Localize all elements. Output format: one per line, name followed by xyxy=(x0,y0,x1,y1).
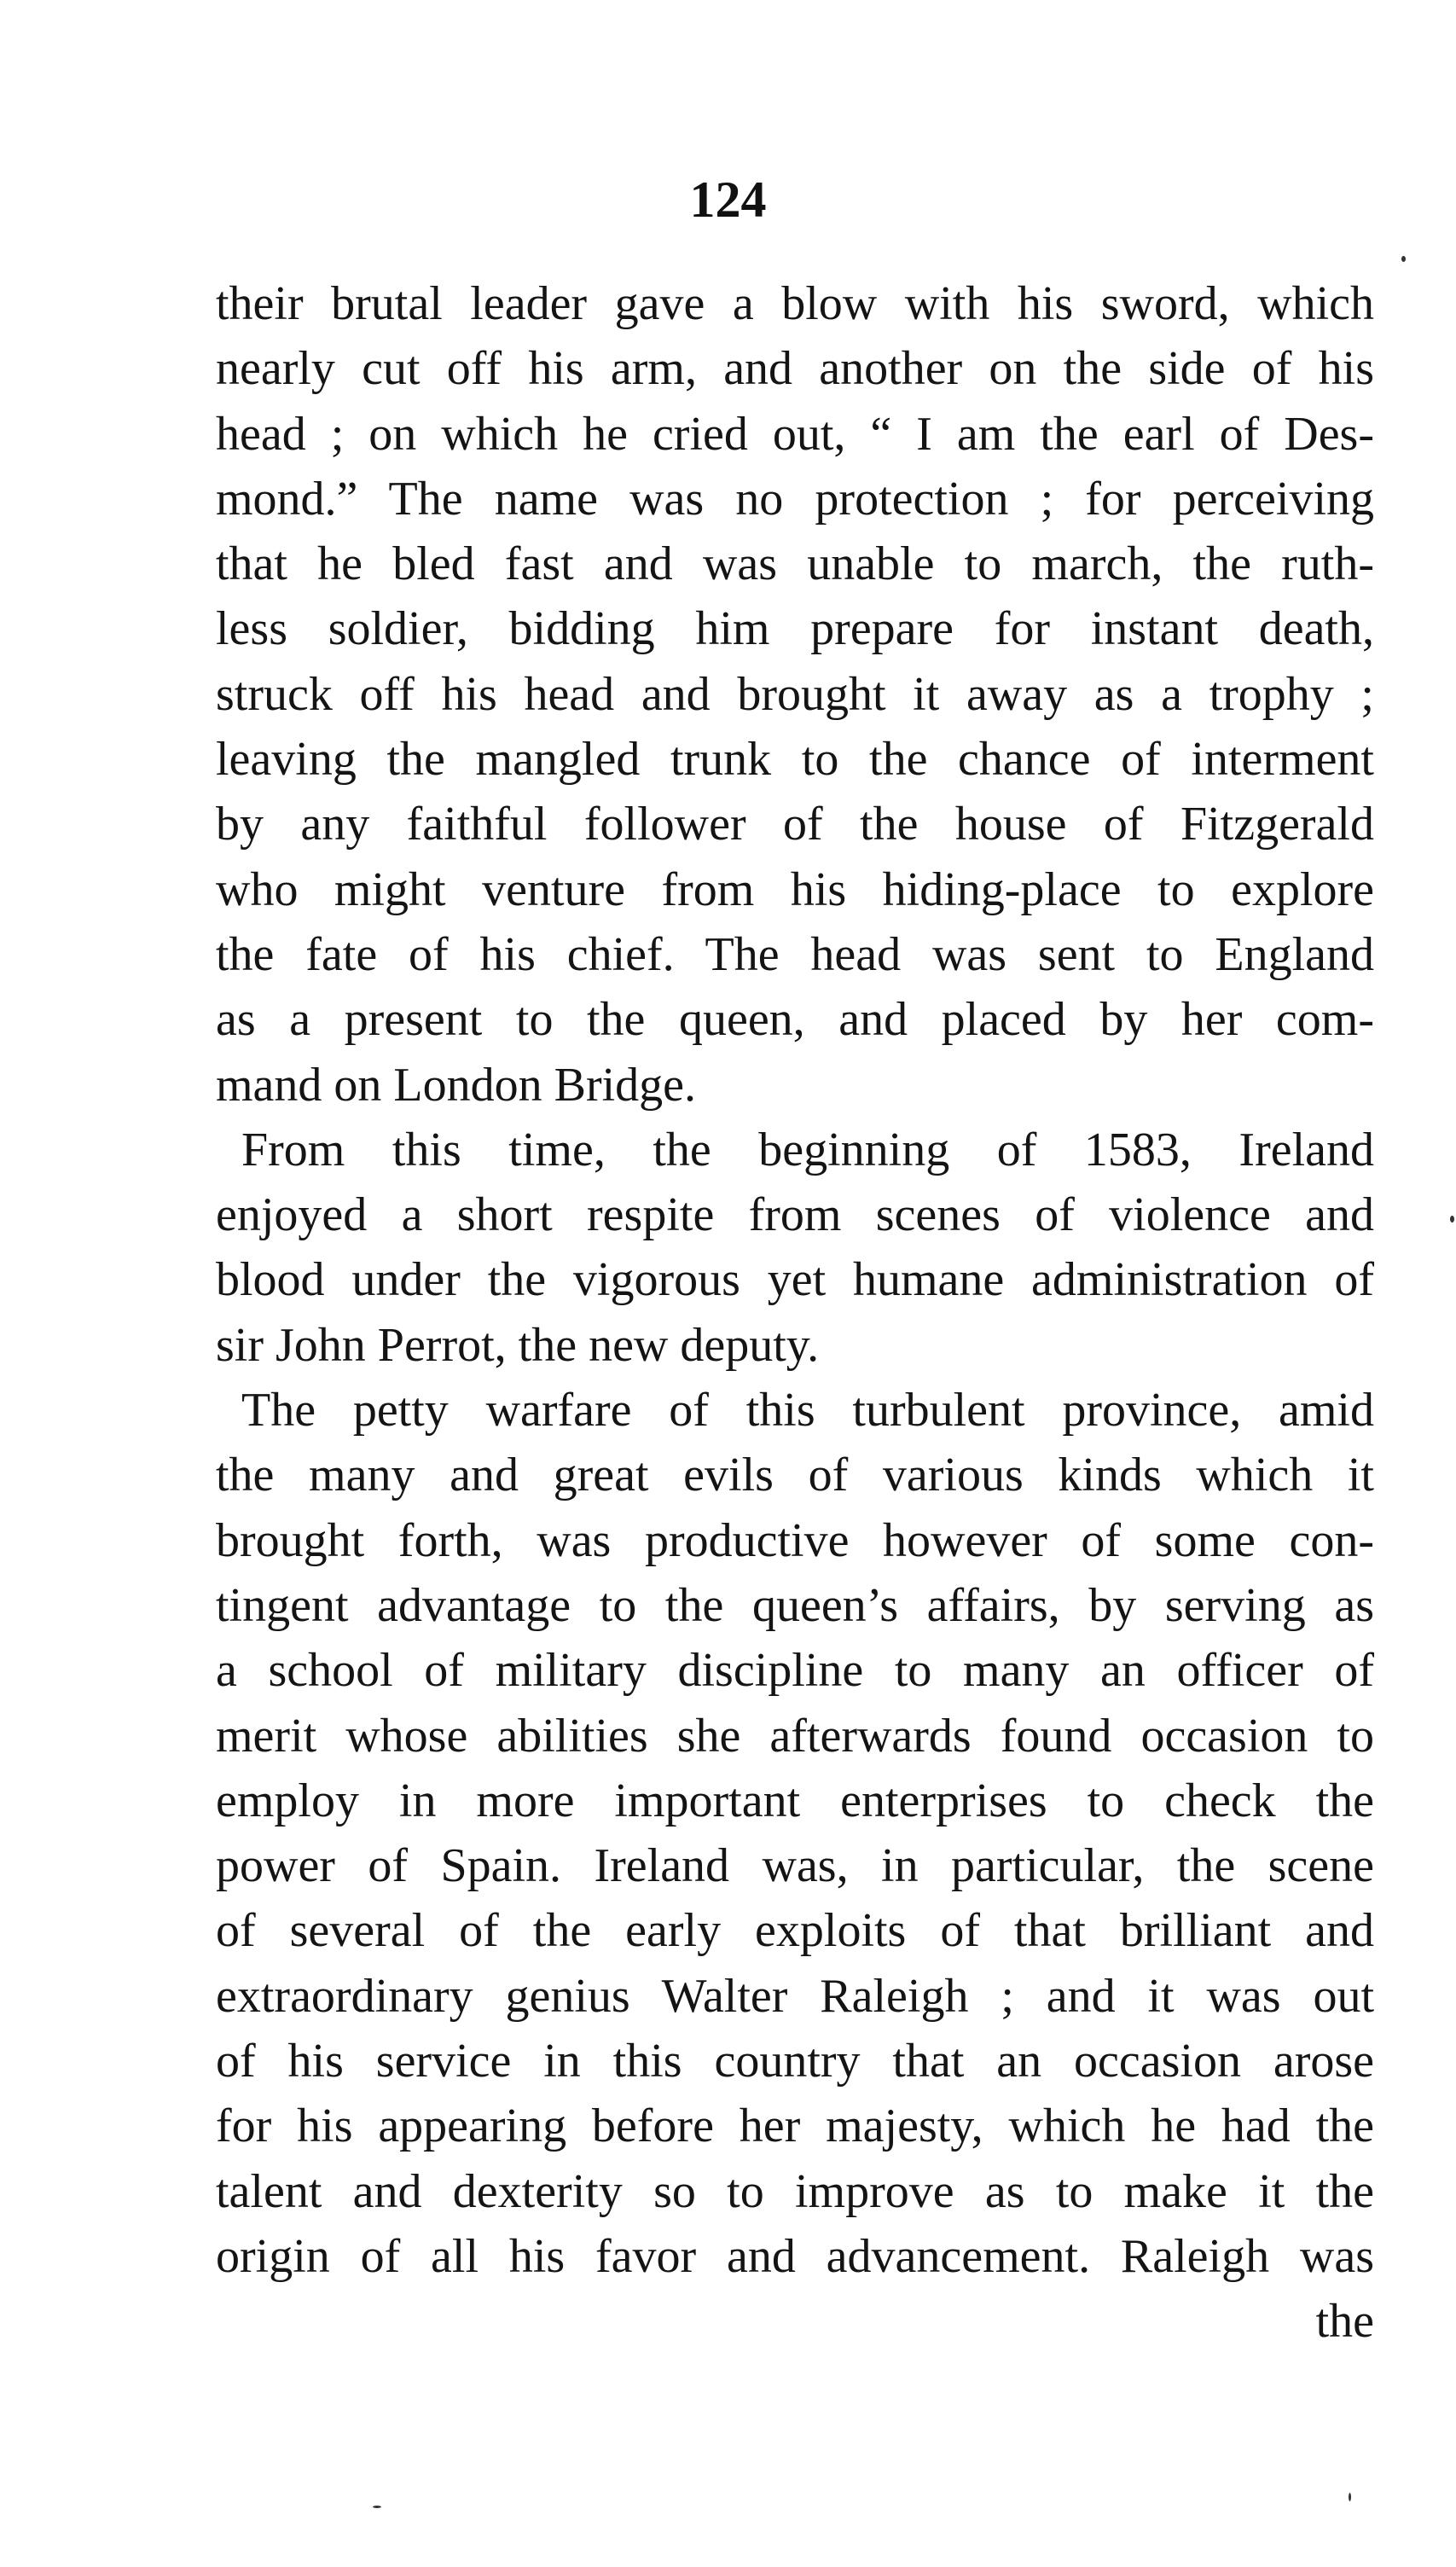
text-line: as a present to the queen, and placed by her com- xyxy=(216,993,1374,1047)
text-line: nearly cut off his arm, and another on the side of his xyxy=(216,342,1374,396)
body-text xyxy=(216,271,1374,2355)
text-line: of several of the early exploits of that brilliant and xyxy=(216,1904,1374,1958)
text-line: who might venture from his hiding-place to explore xyxy=(216,862,1374,916)
text-line: head ; on which he cried out, “ I am the earl of Des- xyxy=(216,407,1374,461)
text-line: by any faithful follower of the house of Fitzgerald xyxy=(216,798,1374,851)
text-line: talent and dexterity so to improve as to make it the xyxy=(216,2164,1374,2218)
text-line: mond.” The name was no protection ; for perceiving xyxy=(216,472,1374,526)
text-line: extraordinary genius Walter Raleigh ; and it was out xyxy=(216,1969,1374,2023)
text-line: struck off his head and brought it away as a trophy ; xyxy=(216,667,1374,721)
scan-speck xyxy=(373,2506,381,2508)
text-line: the many and great evils of various kinds which it xyxy=(216,1449,1374,1502)
text-line: brought forth, was productive however of some con- xyxy=(216,1513,1374,1567)
text-line: power of Spain. Ireland was, in particular, the scene xyxy=(216,1839,1374,1893)
text-line: less soldier, bidding him prepare for instant death, xyxy=(216,602,1374,656)
scan-speck xyxy=(1349,2493,1351,2501)
text-line: for his appearing before her majesty, which he had the xyxy=(216,2099,1374,2153)
text-line: a school of military discipline to many an officer of xyxy=(216,1644,1374,1698)
text-line: sir John Perrot, the new deputy. xyxy=(216,1318,820,1372)
text-line: leaving the mangled trunk to the chance of interment xyxy=(216,733,1374,787)
text-line: employ in more important enterprises to check the xyxy=(216,1774,1374,1827)
text-line: merit whose abilities she afterwards found occasion to xyxy=(216,1709,1374,1763)
text-line: tingent advantage to the queen’s affairs, by serving as xyxy=(216,1578,1374,1632)
text-line: blood under the vigorous yet humane administration of xyxy=(216,1253,1374,1307)
text-line: mand on London Bridge. xyxy=(216,1058,697,1112)
text-line: of his service in this country that an occasion arose xyxy=(216,2035,1374,2088)
text-line: their brutal leader gave a blow with his sword, which xyxy=(216,277,1374,330)
scan-speck xyxy=(1401,256,1406,262)
scan-speck xyxy=(1450,1216,1454,1223)
text-line: the fate of his chief. The head was sent to England xyxy=(216,927,1374,981)
text-line: the xyxy=(1315,2295,1374,2349)
text-line: enjoyed a short respite from scenes of violence and xyxy=(216,1188,1374,1242)
text-line: origin of all his favor and advancement. Raleigh was xyxy=(216,2229,1374,2283)
page-number: 124 xyxy=(689,171,767,228)
text-line: The petty warfare of this turbulent province, amid xyxy=(241,1384,1374,1437)
text-line: that he bled fast and was unable to march, the ruth- xyxy=(216,537,1374,591)
text-line: From this time, the beginning of 1583, Ireland xyxy=(241,1123,1374,1176)
